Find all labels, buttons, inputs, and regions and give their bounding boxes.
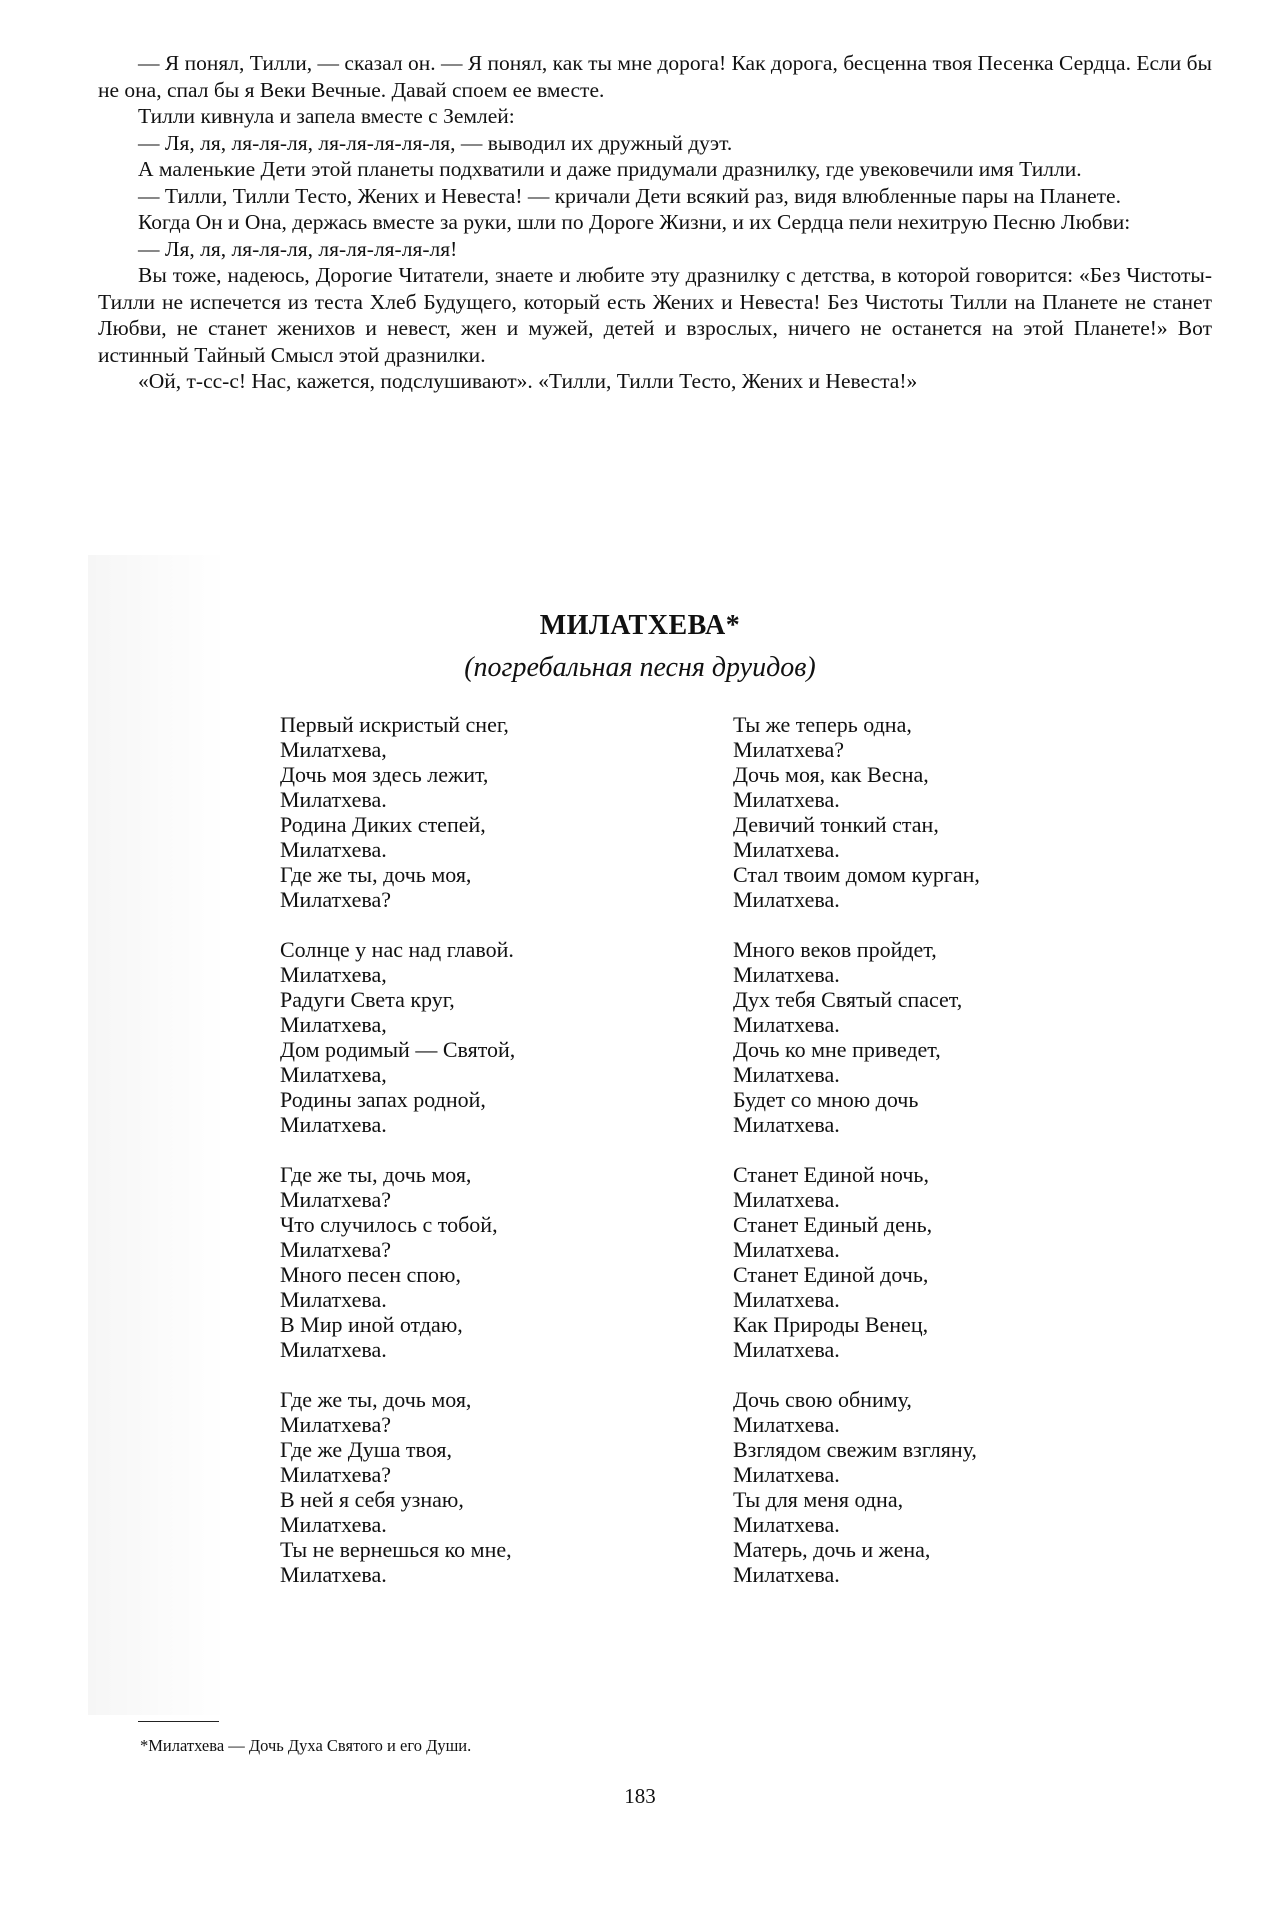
poem-line: Милатхева. (733, 1187, 840, 1212)
poem-line: Станет Единый день, (733, 1212, 933, 1237)
poem-line: Милатхева. (733, 1062, 840, 1087)
poem-line: Дочь свою обниму, (733, 1387, 912, 1412)
poem-line: Дом родимый — Святой, (280, 1037, 516, 1062)
poem-line: Милатхева? (280, 1237, 391, 1262)
paragraph: Тилли кивнула и запела вместе с Землей: (138, 104, 515, 128)
poem-line: Милатхева, (280, 962, 387, 987)
scan-shadow (88, 555, 228, 1715)
poem-stanza (280, 1387, 740, 1587)
poem-line: Матерь, дочь и жена, (733, 1537, 931, 1562)
poem-stanza (280, 937, 740, 1137)
poem-line: Милатхева. (733, 837, 840, 862)
poem-line: Где же ты, дочь моя, (280, 1387, 472, 1412)
poem-line: Милатхева. (733, 962, 840, 987)
poem-line: Родины запах родной, (280, 1087, 486, 1112)
poem-line: Милатхева. (280, 1287, 387, 1312)
poem-title: МИЛАТХЕВА* (539, 610, 741, 641)
poem-line: Где же ты, дочь моя, (280, 862, 472, 887)
poem-line: Милатхева. (733, 1337, 840, 1362)
paragraph: — Я понял, Тилли, — сказал он. — Я понял, как ты мне дорога! Как дорога, бесценна твоя Песенка Сердца. Если бы не она, спал бы я Веки Вечные. Давай споем ее вместе. (98, 51, 1212, 102)
poem-line: Станет Единой дочь, (733, 1262, 929, 1287)
poem-line: Где же Душа твоя, (280, 1437, 452, 1462)
poem-line: Милатхева. (280, 1512, 387, 1537)
paragraph: — Ля, ля, ля-ля-ля, ля-ля-ля-ля-ля, — выводил их дружный дуэт. (138, 130, 733, 155)
poem-line: Милатхева. (733, 887, 840, 912)
poem-line: Милатхева. (280, 1112, 387, 1137)
poem-line: Как Природы Венец, (733, 1312, 929, 1337)
poem-stanza (733, 937, 1193, 1137)
poem-line: Милатхева, (280, 737, 387, 762)
paragraph: — Ля, ля, ля-ля-ля, ля-ля-ля-ля-ля! (138, 236, 458, 261)
poem-line: Милатхева. (280, 1562, 387, 1587)
poem-line: Милатхева? (280, 1412, 391, 1437)
poem-line: Ты для меня одна, (733, 1487, 904, 1512)
poem-line: Милатхева? (280, 1462, 391, 1487)
poem-line: Девичий тонкий стан, (733, 812, 939, 837)
poem-line: Где же ты, дочь моя, (280, 1162, 472, 1187)
poem-line: Первый искристый снег, (280, 712, 509, 737)
poem-stanza (280, 1162, 740, 1362)
poem-line: Что случилось с тобой, (280, 1212, 498, 1237)
poem-line: Радуги Света круг, (280, 987, 455, 1012)
poem-stanza (733, 1387, 1193, 1587)
poem-line: Дух тебя Святый спасет, (733, 987, 963, 1012)
poem-line: Дочь моя, как Весна, (733, 762, 929, 787)
poem-line: Будет со мною дочь (733, 1087, 919, 1112)
poem-line: Милатхева? (280, 887, 391, 912)
poem-line: Ты же теперь одна, (733, 712, 912, 737)
poem-left-column (280, 712, 740, 1612)
poem-stanza (280, 712, 740, 912)
poem-line: Милатхева. (280, 1337, 387, 1362)
paragraph: Вы тоже, надеюсь, Дорогие Читатели, знаете и любите эту дразнилку с детства, в которой говорится: «Без Чистоты-Тилли не испечется из теста Хлеб Будущего, который есть Жених и Невеста! Без Чистоты Тилли на Планете не станет Любви, не станет женихов и невест, жен и мужей, детей и взрослых, ничего не останется на этой Планете!» Вот истинный Тайный Смысл этой дразнилки. (98, 263, 1212, 367)
poem-line: Солнце у нас над главой. (280, 937, 514, 962)
poem-line: Милатхева. (280, 787, 387, 812)
poem-line: Милатхева. (733, 1112, 840, 1137)
poem-line: Станет Единой ночь, (733, 1162, 929, 1187)
poem-line: Ты не вернешься ко мне, (280, 1537, 512, 1562)
poem-line: Милатхева. (733, 1512, 840, 1537)
poem-line: Милатхева. (733, 1412, 840, 1437)
poem-line: Дочь ко мне приведет, (733, 1037, 941, 1062)
prose-section (98, 50, 1212, 395)
poem-line: Взглядом свежим взгляну, (733, 1437, 977, 1462)
poem-stanza (733, 1162, 1193, 1362)
poem-line: Много песен спою, (280, 1262, 461, 1287)
poem-line: Милатхева. (733, 1462, 840, 1487)
poem-subtitle: (погребальная песня друидов) (464, 652, 816, 683)
poem-stanza (733, 712, 1193, 912)
poem-line: Милатхева, (280, 1062, 387, 1087)
poem-line: Милатхева. (733, 787, 840, 812)
poem-line: Милатхева? (280, 1187, 391, 1212)
footnote-rule (138, 1721, 219, 1722)
poem-right-column (733, 712, 1193, 1612)
footnote: *Милатхева — Дочь Духа Святого и его Души. (140, 1736, 472, 1755)
poem-line: Милатхева. (280, 837, 387, 862)
poem-line: Стал твоим домом курган, (733, 862, 980, 887)
poem-line: Много веков пройдет, (733, 937, 937, 962)
poem-line: Милатхева. (733, 1012, 840, 1037)
poem-line: Милатхева. (733, 1287, 840, 1312)
poem-line: Милатхева, (280, 1012, 387, 1037)
paragraph: — Тилли, Тилли Тесто, Жених и Невеста! — кричали Дети всякий раз, видя влюбленные пары на Планете. (138, 183, 1121, 208)
poem-line: Милатхева. (733, 1237, 840, 1262)
poem-line: Милатхева? (733, 737, 844, 762)
poem-line: Дочь моя здесь лежит, (280, 762, 489, 787)
paragraph: Когда Он и Она, держась вместе за руки, шли по Дороге Жизни, и их Сердца пели нехитрую Песню Любви: (138, 210, 1131, 234)
poem-line: В Мир иной отдаю, (280, 1312, 463, 1337)
poem-line: Родина Диких степей, (280, 812, 486, 837)
poem-line: В ней я себя узнаю, (280, 1487, 464, 1512)
paragraph: «Ой, т-сс-с! Нас, кажется, подслушивают». «Тилли, Тилли Тесто, Жених и Невеста!» (138, 369, 918, 393)
poem-line: Милатхева. (733, 1562, 840, 1587)
page-number: 183 (624, 1784, 656, 1808)
paragraph: А маленькие Дети этой планеты подхватили и даже придумали дразнилку, где увековечили имя Тилли. (138, 157, 1082, 181)
